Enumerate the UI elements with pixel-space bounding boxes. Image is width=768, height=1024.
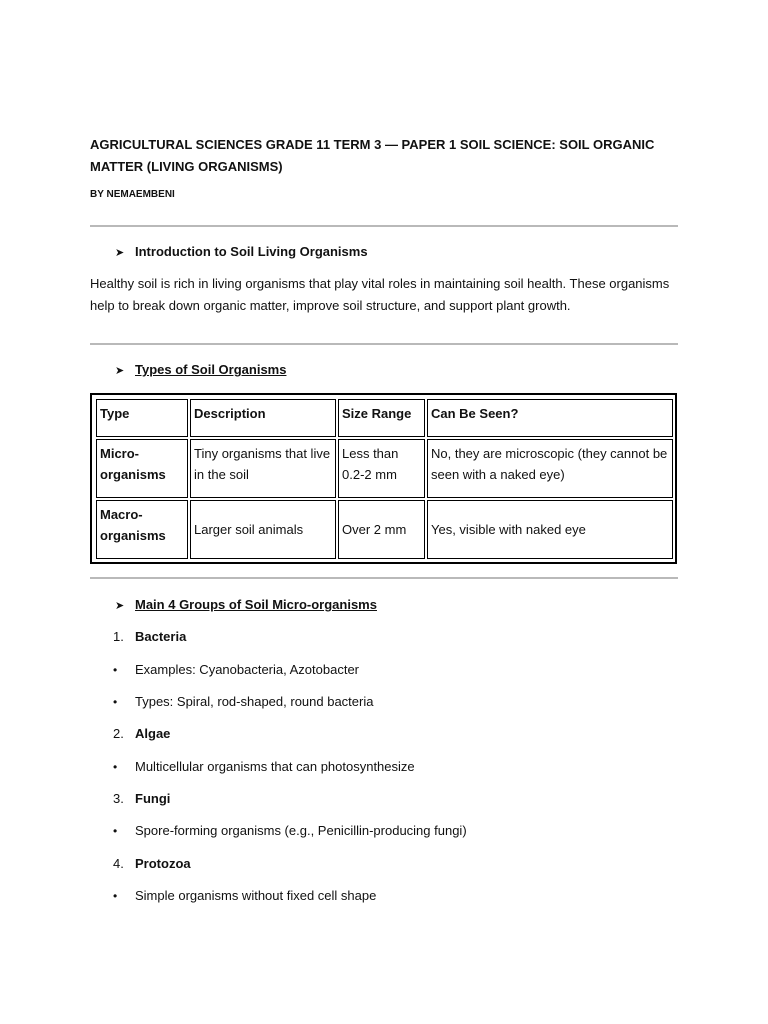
- bullet-text: Types: Spiral, rod-shaped, round bacteria: [135, 694, 374, 709]
- list-number: 4.: [113, 856, 124, 871]
- list-number: 3.: [113, 791, 124, 806]
- table-header-cell: Type: [96, 399, 188, 437]
- arrow-bullet-icon: ➤: [115, 247, 125, 259]
- types-heading-text: Types of Soil Organisms: [135, 362, 287, 377]
- bullet-icon: •: [113, 760, 118, 774]
- section-heading-groups: [115, 597, 377, 612]
- list-item-title: Bacteria: [135, 629, 187, 644]
- bullet-icon: •: [113, 824, 118, 838]
- arrow-bullet-icon: ➤: [115, 600, 125, 612]
- table-row: [96, 439, 673, 498]
- divider: [90, 577, 678, 579]
- section-heading-types: [115, 362, 286, 377]
- intro-heading-text: Introduction to Soil Living Organisms: [135, 244, 368, 259]
- table-header-row: [96, 399, 673, 437]
- list-number: 2.: [113, 726, 124, 741]
- bullet-text: Simple organisms without fixed cell shape: [135, 888, 377, 903]
- list-item: [113, 726, 170, 741]
- table-cell: Micro-organisms: [96, 439, 188, 498]
- table-header-cell: Description: [190, 399, 336, 437]
- bullet-item: [113, 662, 359, 677]
- bullet-text: Multicellular organisms that can photosynthesize: [135, 759, 415, 774]
- divider: [90, 343, 678, 345]
- list-item-title: Protozoa: [135, 856, 191, 871]
- intro-paragraph: Healthy soil is rich in living organisms that play vital roles in maintaining soil health. These organisms help to break down organic matter, improve soil structure, and support plant growth.: [90, 276, 670, 313]
- bullet-icon: •: [113, 889, 118, 903]
- table-cell: Larger soil animals: [190, 500, 336, 559]
- bullet-item: [113, 823, 467, 838]
- document-title: AGRICULTURAL SCIENCES GRADE 11 TERM 3 — PAPER 1 SOIL SCIENCE: SOIL ORGANIC MATTER (LIVING ORGANISMS): [90, 137, 655, 174]
- table-cell: No, they are microscopic (they cannot be seen with a naked eye): [427, 439, 673, 498]
- divider: [90, 225, 678, 227]
- table-cell: Yes, visible with naked eye: [427, 500, 673, 559]
- bullet-item: [113, 888, 376, 903]
- table-cell: Less than 0.2-2 mm: [338, 439, 425, 498]
- list-number: 1.: [113, 629, 124, 644]
- table-row: [96, 500, 673, 559]
- table-cell: Macro-organisms: [96, 500, 188, 559]
- bullet-item: [113, 759, 415, 774]
- document-byline: BY NEMAEMBENI: [90, 189, 175, 200]
- list-item-title: Algae: [135, 726, 171, 741]
- table-header-cell: Can Be Seen?: [427, 399, 673, 437]
- table-header-cell: Size Range: [338, 399, 425, 437]
- bullet-item: [113, 694, 373, 709]
- bullet-icon: •: [113, 663, 118, 677]
- table-cell: Over 2 mm: [338, 500, 425, 559]
- list-item: [113, 791, 170, 806]
- section-heading-intro: [115, 244, 368, 259]
- bullet-text: Spore-forming organisms (e.g., Penicillin-producing fungi): [135, 823, 467, 838]
- list-item: [113, 856, 191, 871]
- bullet-text: Examples: Cyanobacteria, Azotobacter: [135, 662, 360, 677]
- table-cell: Tiny organisms that live in the soil: [190, 439, 336, 498]
- arrow-bullet-icon: ➤: [115, 365, 125, 377]
- bullet-icon: •: [113, 695, 118, 709]
- list-item: [113, 629, 186, 644]
- organism-types-table: [90, 393, 677, 564]
- groups-heading-text: Main 4 Groups of Soil Micro-organisms: [135, 597, 377, 612]
- list-item-title: Fungi: [135, 791, 171, 806]
